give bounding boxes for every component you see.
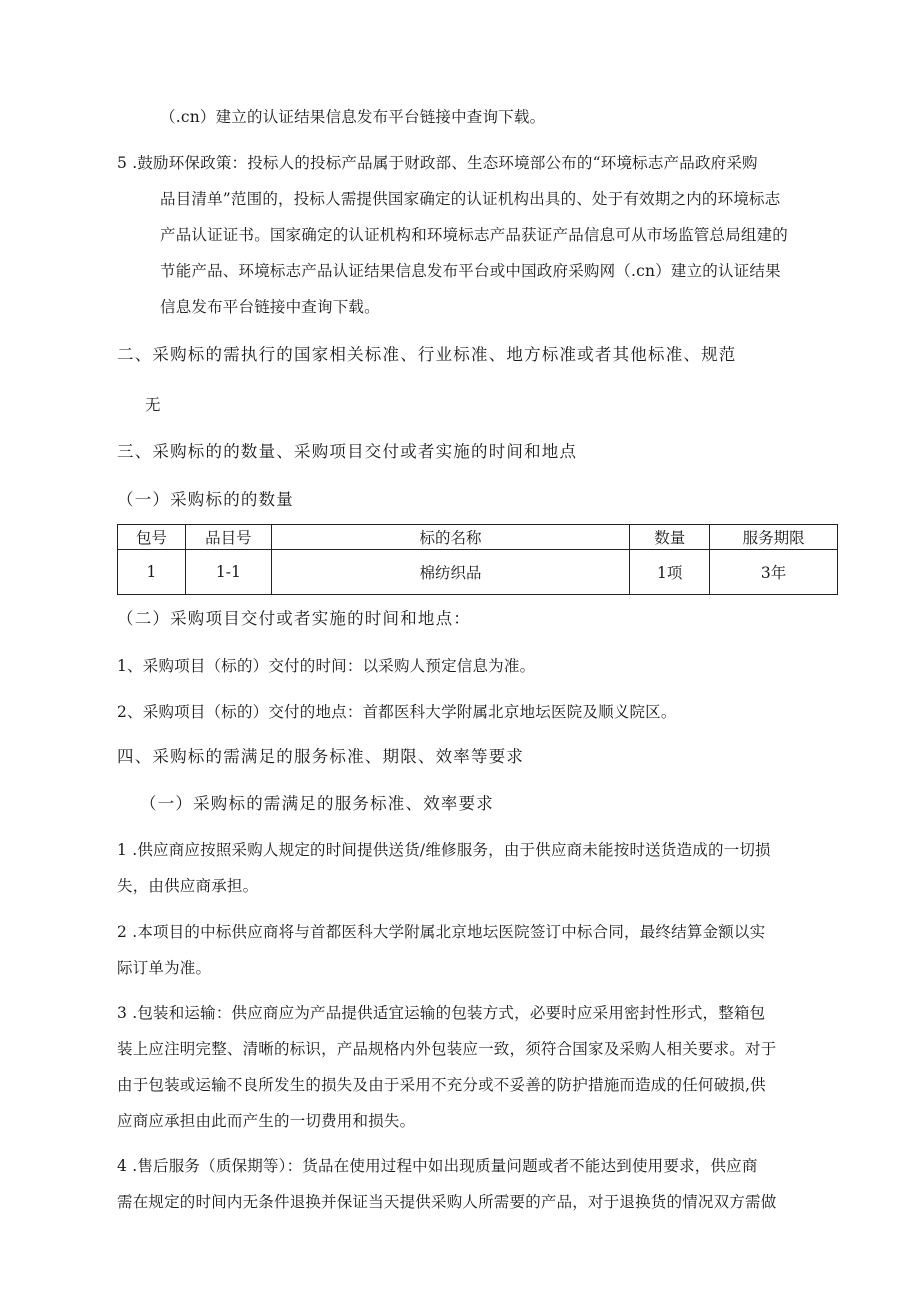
paragraph-line: 无 [145, 396, 161, 414]
table-header-cell: 包号 [118, 525, 186, 550]
subsection-heading: （二）采购项目交付或者实施的时间和地点： [117, 609, 471, 628]
table-cell: 1项 [630, 550, 710, 595]
paragraph-line: （.cn）建立的认证结果信息发布平台链接中查询下载。 [160, 108, 546, 126]
quantity-table [117, 524, 838, 595]
table-cell: 3年 [710, 550, 838, 595]
paragraph-line: 装上应注明完整、清晰的标识，产品规格内外包装应一致，须符合国家及采购人相关要求。对于 [117, 1040, 777, 1058]
table-header-cell: 服务期限 [710, 525, 838, 550]
paragraph-line: 信息发布平台链接中查询下载。 [160, 298, 380, 316]
paragraph-line: 产品认证证书。国家确定的认证机构和环境标志产品获证产品信息可从市场监管总局组建的 [160, 226, 789, 244]
subsection-heading: （一）采购标的的数量 [117, 490, 294, 509]
paragraph-line: 2、采购项目（标的）交付的地点：首都医科大学附属北京地坛医院及顺义院区。 [117, 703, 677, 721]
paragraph-line: 4 .售后服务（质保期等）：货品在使用过程中如出现质量问题或者不能达到使用要求，供应商 [117, 1157, 758, 1175]
paragraph-line: 际订单为准。 [117, 959, 212, 977]
section-heading: 三、采购标的的数量、采购项目交付或者实施的时间和地点 [117, 442, 578, 461]
paragraph-line: 3 .包装和运输：供应商应为产品提供适宜运输的包装方式，必要时应采用密封性形式，整箱包 [117, 1004, 766, 1022]
paragraph-line: 5 .鼓励环保政策：投标人的投标产品属于财政部、生态环境部公布的“环境标志产品政府采购 [117, 154, 758, 172]
subsection-heading: （一）采购标的需满足的服务标准、效率要求 [140, 794, 494, 813]
table-cell: 1 [118, 550, 186, 595]
paragraph-line: 品目清单”范围的，投标人需提供国家确定的认证机构出具的、处于有效期之内的环境标志 [160, 190, 781, 208]
table-header-cell: 标的名称 [271, 525, 629, 550]
paragraph-line: 1 .供应商应按照采购人规定的时间提供送货/维修服务，由于供应商未能按时送货造成的一切损 [117, 841, 771, 859]
table-header-cell: 数量 [630, 525, 710, 550]
table-header-row [118, 525, 838, 550]
table-row [118, 550, 838, 595]
table-cell: 1-1 [185, 550, 271, 595]
paragraph-line: 由于包装或运输不良所发生的损失及由于采用不充分或不妥善的防护措施而造成的任何破损,供 [117, 1076, 766, 1094]
paragraph-line: 需在规定的时间内无条件退换并保证当天提供采购人所需要的产品，对于退换货的情况双方需做 [117, 1193, 777, 1211]
paragraph-line: 失，由供应商承担。 [117, 877, 259, 895]
table-cell: 棉纺织品 [271, 550, 629, 595]
paragraph-line: 节能产品、环境标志产品认证结果信息发布平台或中国政府采购网（.cn）建立的认证结果 [160, 262, 781, 280]
section-heading: 二、采购标的需执行的国家相关标准、行业标准、地方标准或者其他标准、规范 [117, 345, 737, 364]
paragraph-line: 2 .本项目的中标供应商将与首都医科大学附属北京地坛医院签订中标合同，最终结算金额以实 [117, 923, 766, 941]
paragraph-line: 应商应承担由此而产生的一切费用和损失。 [117, 1112, 416, 1130]
section-heading: 四、采购标的需满足的服务标准、期限、效率等要求 [117, 747, 525, 766]
paragraph-line: 1、采购项目（标的）交付的时间：以采购人预定信息为准。 [117, 657, 536, 675]
table-header-cell: 品目号 [185, 525, 271, 550]
